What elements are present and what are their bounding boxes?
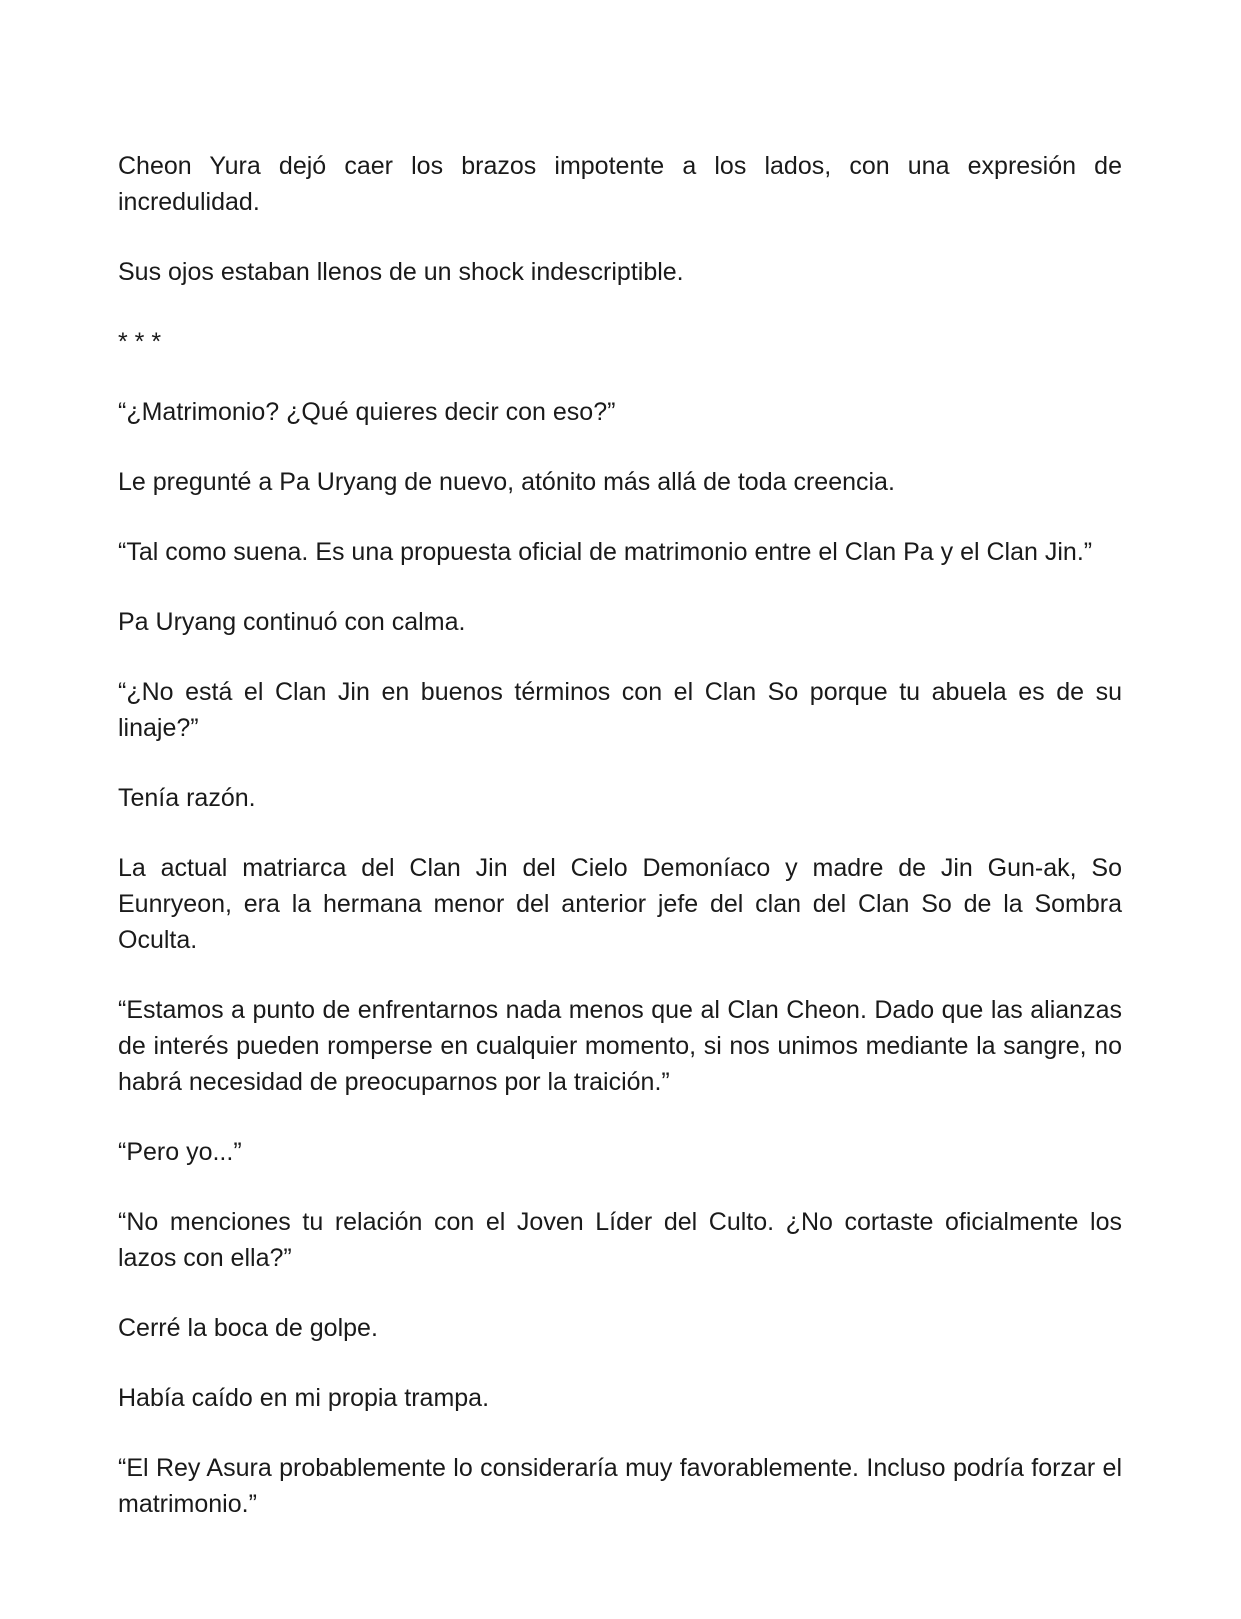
dialogue-paragraph: “¿Matrimonio? ¿Qué quieres decir con eso?” [118, 398, 616, 426]
paragraph: Cheon Yura dejó caer los brazos impotente a los lados, con una expresión de incredulidad. [118, 152, 1122, 216]
paragraph: Sus ojos estaban llenos de un shock indescriptible. [118, 258, 684, 286]
paragraph: Había caído en mi propia trampa. [118, 1384, 490, 1412]
paragraph: La actual matriarca del Clan Jin del Cielo Demoníaco y madre de Jin Gun-ak, So Eunryeon, era la hermana menor del anterior jefe del clan del Clan So de la Sombra Oculta. [118, 854, 1122, 954]
paragraph: Tenía razón. [118, 784, 256, 812]
paragraph: Cerré la boca de golpe. [118, 1314, 378, 1342]
paragraph: Le pregunté a Pa Uryang de nuevo, atónito más allá de toda creencia. [118, 468, 895, 496]
document-page [118, 148, 1122, 1522]
dialogue-paragraph: “Tal como suena. Es una propuesta oficial de matrimonio entre el Clan Pa y el Clan Jin.” [118, 538, 1093, 566]
paragraph: Pa Uryang continuó con calma. [118, 608, 466, 636]
dialogue-paragraph: “Pero yo...” [118, 1138, 242, 1166]
dialogue-paragraph: “¿No está el Clan Jin en buenos términos con el Clan So porque tu abuela es de su linaje?” [118, 678, 1122, 742]
dialogue-paragraph: “Estamos a punto de enfrentarnos nada menos que al Clan Cheon. Dado que las alianzas de interés pueden romperse en cualquier momento, si nos unimos mediante la sangre, no habrá necesidad de preocuparnos por la traición.” [118, 996, 1122, 1096]
dialogue-paragraph: “El Rey Asura probablemente lo consideraría muy favorablemente. Incluso podría forzar el matrimonio.” [118, 1454, 1122, 1518]
scene-break: * * * [118, 328, 162, 356]
dialogue-paragraph: “No menciones tu relación con el Joven Líder del Culto. ¿No cortaste oficialmente los lazos con ella?” [118, 1208, 1122, 1272]
